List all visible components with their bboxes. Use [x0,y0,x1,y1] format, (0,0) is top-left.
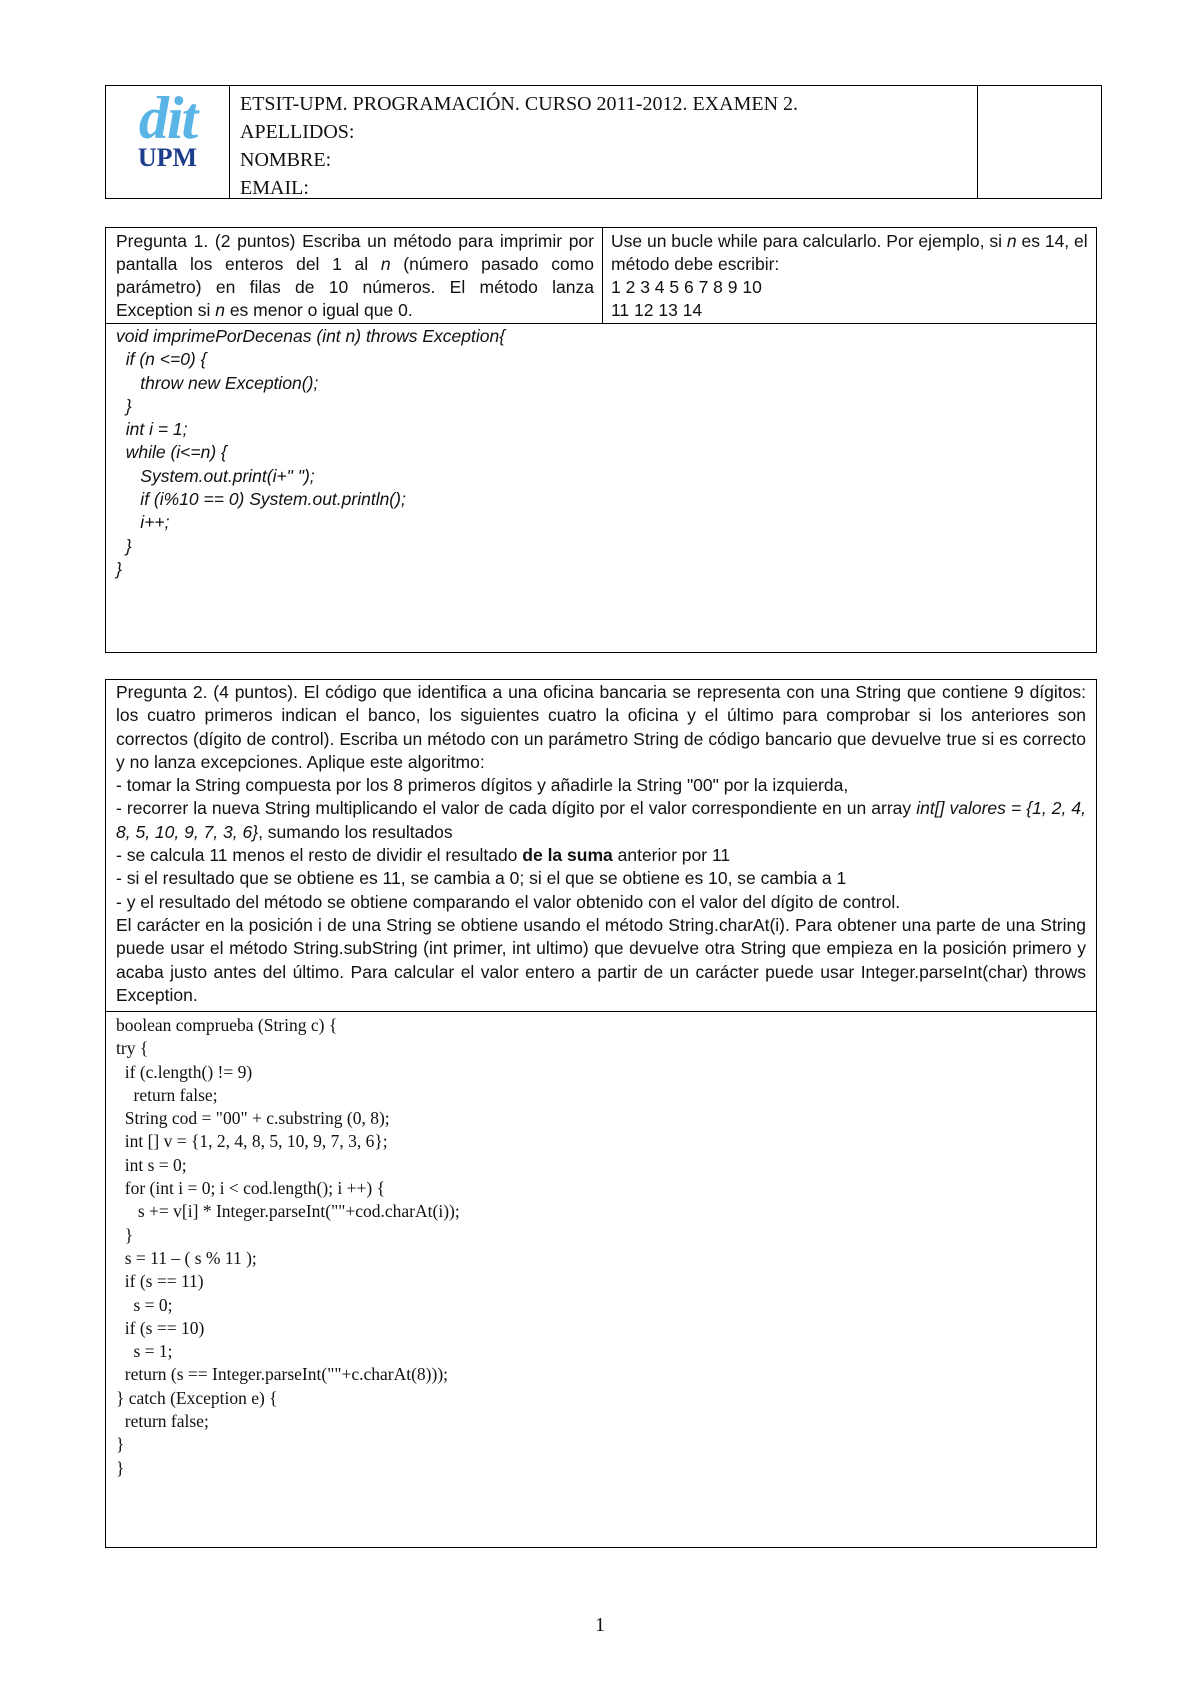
hint-text: es 14, el método debe escribir: [611,231,1088,274]
algorithm-step-4: - si el resultado que se obtiene es 11, se cambia a 0; si el que se obtiene es 10, se cambia a 1 [116,868,847,889]
grade-cell [978,86,1101,198]
question-1-answer-code: void imprimePorDecenas (int n) throws Exception{ if (n <=0) { throw new Exception(); } int i = 1; while (i<=n) { System.out.print(i+" "); if (i%10 == 0) System.out.println(); i++; } } [116,326,506,579]
prompt-text: es menor o igual que 0. [224,300,413,320]
algorithm-step-5: - y el resultado del método se obtiene comparando el valor obtenido con el valor del dígito de control. [116,891,901,912]
step-bold: de la suma [522,845,613,866]
question-2-notes: El carácter en la posición i de una String se obtiene usando el método String.charAt(i). Para obtener una parte de una String puede usar el método String.subString (int primer, int ultimo) que devuelve otra String que empieza en la posición primero y acaba justo antes del último. Para calcular el valor entero a partir de un carácter puede usar Integer.parseInt(char) throws Exception. [116,914,1086,1005]
dit-upm-logo [106,86,230,198]
exam-header [105,85,1102,199]
question-1-statement [106,228,1096,324]
hint-var-n: n [1006,231,1017,251]
algorithm-step-3 [116,844,1086,867]
question-2 [105,679,1097,1548]
hint-text: Use un bucle while para calcularlo. Por ejemplo, si [611,231,1007,251]
logo-upm-text: UPM [137,143,198,172]
prompt-text: Pregunta 1. (2 puntos) Escriba un método para imprimir por pantalla los enteros del 1 al [116,231,594,274]
email-label: EMAIL: [240,177,309,199]
question-2-answer-code: boolean comprueba (String c) { try { if (c.length() != 9) return false; String cod = "00" + c.substring (0, 8); int [] v = {1, 2, 4, 8, 5, 10, 9, 7, 3, 6}; int s = 0; for (int i = 0; i < cod.length(); i ++) { s += v[i] * Integer.parseInt(""+cod.charAt(i)); } s = 11 – ( s % 11 ); if (s == 11) s = 0; if (s == 10) s = 1; return (s == Integer.parseInt(""+c.charAt(8))); } catch (Exception e) { return false; } } [116,1015,460,1478]
step-text: - recorrer la nueva String multiplicando el valor de cada dígito por el valor correspondiente en un array [116,798,917,819]
header-info [230,86,978,198]
example-line-2: 11 12 13 14 [611,300,703,320]
algorithm-step-2 [116,797,1086,844]
page-number: 1 [595,1614,605,1636]
prompt-var-n: n [215,300,225,320]
exam-title: ETSIT-UPM. PROGRAMACIÓN. CURSO 2011-2012. EXAMEN 2. [240,93,799,115]
step-text: - se calcula 11 menos el resto de dividir el resultado [116,845,523,866]
step-code: int[] valores = {1, 2, 4, 8, 5, 10, 9, 7, 3, 6} [116,798,1086,842]
prompt-text: (número pasado como parámetro) en filas de 10 números. El método lanza Exception si [116,254,594,320]
step-text: , sumando los resultados [258,821,453,842]
algorithm-step-1: - tomar la String compuesta por los 8 primeros dígitos y añadirle la String "00" por la izquierda, [116,775,849,796]
question-1 [105,227,1097,653]
prompt-var-n: n [380,254,391,274]
example-line-1: 1 2 3 4 5 6 7 8 9 10 [611,277,762,297]
nombre-label: NOMBRE: [240,149,332,171]
apellidos-label: APELLIDOS: [240,121,355,143]
question-1-prompt [106,228,603,323]
step-text: anterior por 11 [612,845,731,866]
logo-dit-text: dit [138,85,197,151]
question-2-statement [106,680,1096,1012]
question-1-hint [603,228,1096,323]
question-2-intro: Pregunta 2. (4 puntos). El código que identifica a una oficina bancaria se representa con una String que contiene 9 dígitos: los cuatro primeros indican el banco, los siguientes cuatro la oficina y el último para comprobar si los anteriores son correctos (dígito de control). Escriba un método con un parámetro String de código bancario que devuelve true si es correcto y no lanza excepciones. Aplique este algoritmo: [116,682,1086,772]
